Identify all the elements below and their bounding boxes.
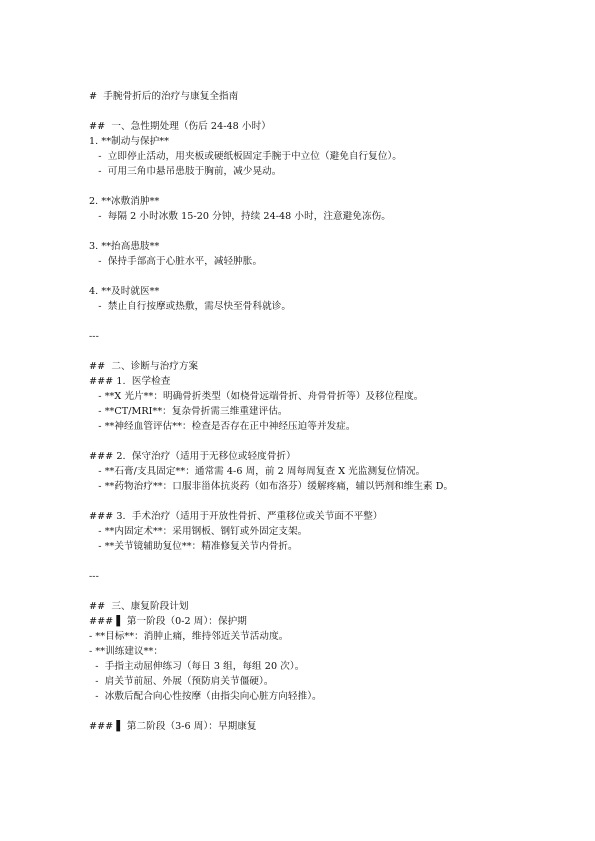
horizontal-rule: --- <box>89 331 99 342</box>
list-subitem: - 可用三角巾悬吊患肢于胸前，减少晃动。 <box>89 166 282 177</box>
list-subitem: - **药物治疗**：口服非甾体抗炎药（如布洛芬）缓解疼痛，辅以钙剂和维生素 D。 <box>89 481 454 492</box>
list-subitem: - **内固定术**：采用钢板、钢钉或外固定支架。 <box>89 526 308 537</box>
list-subitem: - 手指主动屈伸练习（每日 3 组，每组 20 次）。 <box>89 661 305 672</box>
list-item: 3. **抬高患肢** <box>89 241 160 252</box>
list-subitem: - 肩关节前屈、外展（预防肩关节僵硬）。 <box>89 676 274 687</box>
subsection-heading: ### ▌ 第二阶段（3-6 周）：早期康复 <box>89 721 257 732</box>
list-subitem: - 每隔 2 小时冰敷 15-20 分钟，持续 24-48 小时，注意避免冻伤。 <box>89 211 391 222</box>
list-subitem: - 冰敷后配合向心性按摩（由指尖向心脏方向轻推）。 <box>89 691 322 702</box>
subsection-heading: ### 2. 保守治疗（适用于无移位或轻度骨折） <box>89 451 296 462</box>
list-subitem: - 保持手部高于心脏水平，减轻肿胀。 <box>89 256 263 267</box>
list-item: 4. **及时就医** <box>89 286 160 297</box>
list-subitem: - 禁止自行按摩或热敷，需尽快至骨科就诊。 <box>89 301 292 312</box>
list-item: - **目标**：消肿止痛，维持邻近关节活动度。 <box>89 631 289 642</box>
list-subitem: - **CT/MRI**：复杂骨折需三维重建评估。 <box>89 406 288 417</box>
list-item: 1. **制动与保护** <box>89 136 169 147</box>
list-item: - **训练建议**： <box>89 646 163 657</box>
document-title: # 手腕骨折后的治疗与康复全指南 <box>89 91 239 102</box>
subsection-heading: ### ▌ 第一阶段（0-2 周）：保护期 <box>89 616 247 627</box>
list-subitem: - **X 光片**：明确骨折类型（如桡骨远端骨折、舟骨骨折等）及移位程度。 <box>89 391 424 402</box>
list-subitem: - **石膏/支具固定**：通常需 4-6 周，前 2 周每周复查 X 光监测复位情况。 <box>89 466 426 477</box>
list-item: 2. **冰敷消肿** <box>89 196 160 207</box>
section-heading: ## 三、康复阶段计划 <box>89 601 189 612</box>
list-subitem: - **关节镜辅助复位**：精准修复关节内骨折。 <box>89 541 298 552</box>
list-subitem: - **神经血管评估**：检查是否存在正中神经压迫等并发症。 <box>89 421 356 432</box>
subsection-heading: ### 3. 手术治疗（适用于开放性骨折、严重移位或关节面不平整） <box>89 511 383 522</box>
list-subitem: - 立即停止活动，用夹板或硬纸板固定手腕于中立位（避免自行复位）。 <box>89 151 402 162</box>
section-heading: ## 二、诊断与治疗方案 <box>89 361 199 372</box>
section-heading: ## 一、急性期处理（伤后 24-48 小时） <box>89 121 271 132</box>
subsection-heading: ### 1. 医学检查 <box>89 376 171 387</box>
horizontal-rule: --- <box>89 571 99 582</box>
